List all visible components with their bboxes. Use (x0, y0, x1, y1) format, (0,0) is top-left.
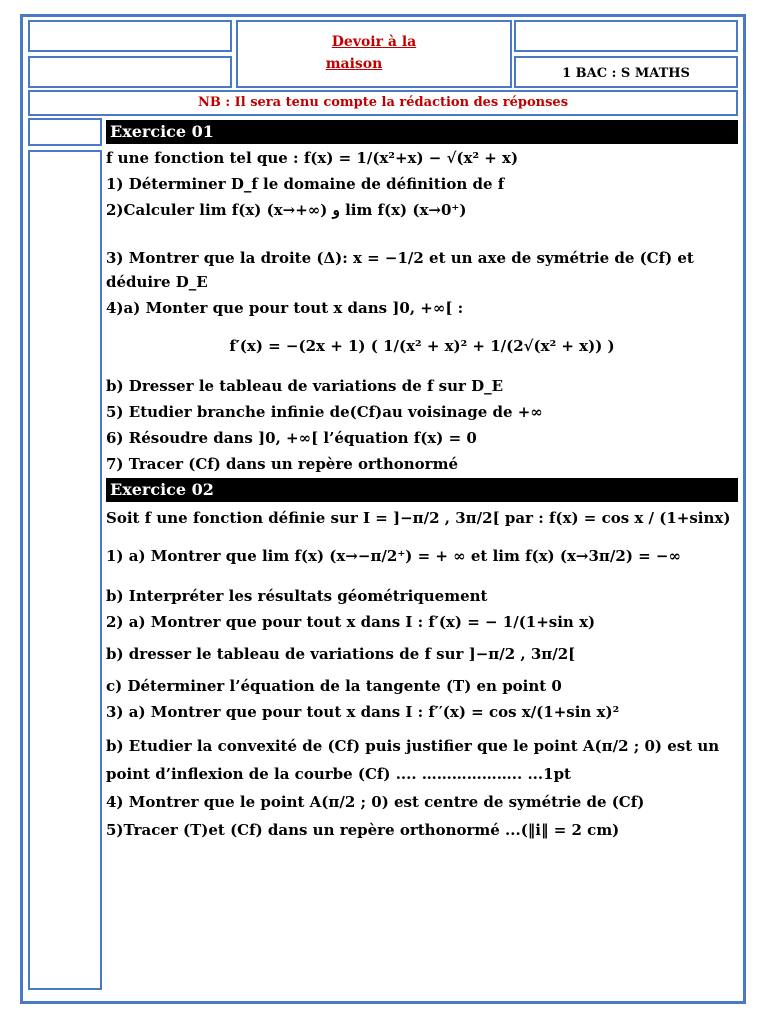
page-title-line2: maison (325, 56, 383, 72)
exercise2-body (106, 502, 738, 848)
ex2-line: b) dresser le tableau de variations de f sur ]−π/2 , 3π/2[ (106, 645, 576, 663)
ex2-line: b) Etudier la convexité de (Cf) puis justifier que le point A(π/2 ; 0) est un (106, 737, 720, 755)
nb-note: NB : Il sera tenu compte la rédaction des réponses (197, 95, 569, 110)
exercises-content (106, 120, 738, 848)
ex1-line: f une fonction tel que : f(x) = 1/(x²+x) − √(x² + x) (106, 149, 519, 167)
ex2-line: Soit f une fonction définie sur I = ]−π/2 , 3π/2[ par : f(x) = cos x / (1+sinx) (106, 509, 731, 527)
header-box-left-top (28, 20, 232, 52)
left-margin-column (28, 150, 102, 990)
exercise1-body (106, 144, 738, 478)
ex2-line: 4) Montrer que le point A(π/2 ; 0) est centre de symétrie de (Cf) (106, 793, 645, 811)
left-column-header (28, 118, 102, 146)
ex1-formula: f′(x) = −(2x + 1) ( 1/(x² + x)² + 1/(2√(x² + x)) ) (229, 337, 615, 355)
ex2-line: b) Interpréter les résultats géométriquement (106, 587, 488, 605)
ex2-line: 5)Tracer (T)et (Cf) dans un repère orthonormé ...(‖i‖ = 2 cm) (106, 821, 620, 839)
ex1-line: 4)a) Monter que pour tout x dans ]0, +∞[ : (106, 299, 464, 317)
ex2-line: 1) a) Montrer que lim f(x) (x→−π/2⁺) = + ∞ et lim f(x) (x→3π/2) = −∞ (106, 547, 681, 565)
ex1-line: 2)Calculer lim f(x) (x→+∞) و lim f(x) (x→0⁺) (106, 201, 467, 219)
page-title-line1: Devoir à la (331, 34, 417, 50)
ex1-line: 1) Déterminer D_f le domaine de définition de f (106, 175, 505, 193)
header-title-box (236, 20, 512, 88)
ex2-line: 2) a) Montrer que pour tout x dans I : f′(x) = − 1/(1+sin x) (106, 613, 596, 631)
ex1-line: 7) Tracer (Cf) dans un repère orthonormé (106, 455, 458, 473)
ex2-line: point d’inflexion de la courbe (Cf) .... ……………….. ...1pt (106, 765, 571, 783)
ex2-line: 3) a) Montrer que pour tout x dans I : f′′(x) = cos x/(1+sin x)² (106, 703, 620, 721)
class-label: 1 BAC : S MATHS (562, 66, 690, 81)
nb-box (28, 90, 738, 116)
exercise2-heading: Exercice 02 (106, 478, 738, 502)
ex1-line: déduire D_E (106, 273, 208, 291)
ex1-line: 6) Résoudre dans ]0, +∞[ l’équation f(x) = 0 (106, 429, 477, 447)
ex1-line: 5) Etudier branche infinie de(Cf)au voisinage de +∞ (106, 403, 543, 421)
header-box-right-top (514, 20, 738, 52)
ex1-line: b) Dresser le tableau de variations de f sur D_E (106, 377, 504, 395)
ex1-line: 3) Montrer que la droite (Δ): x = −1/2 et un axe de symétrie de (Cf) et (106, 249, 694, 267)
ex2-line: c) Déterminer l’équation de la tangente (T) en point 0 (106, 677, 562, 695)
header-class-box (514, 56, 738, 88)
exercise1-heading: Exercice 01 (106, 120, 738, 144)
